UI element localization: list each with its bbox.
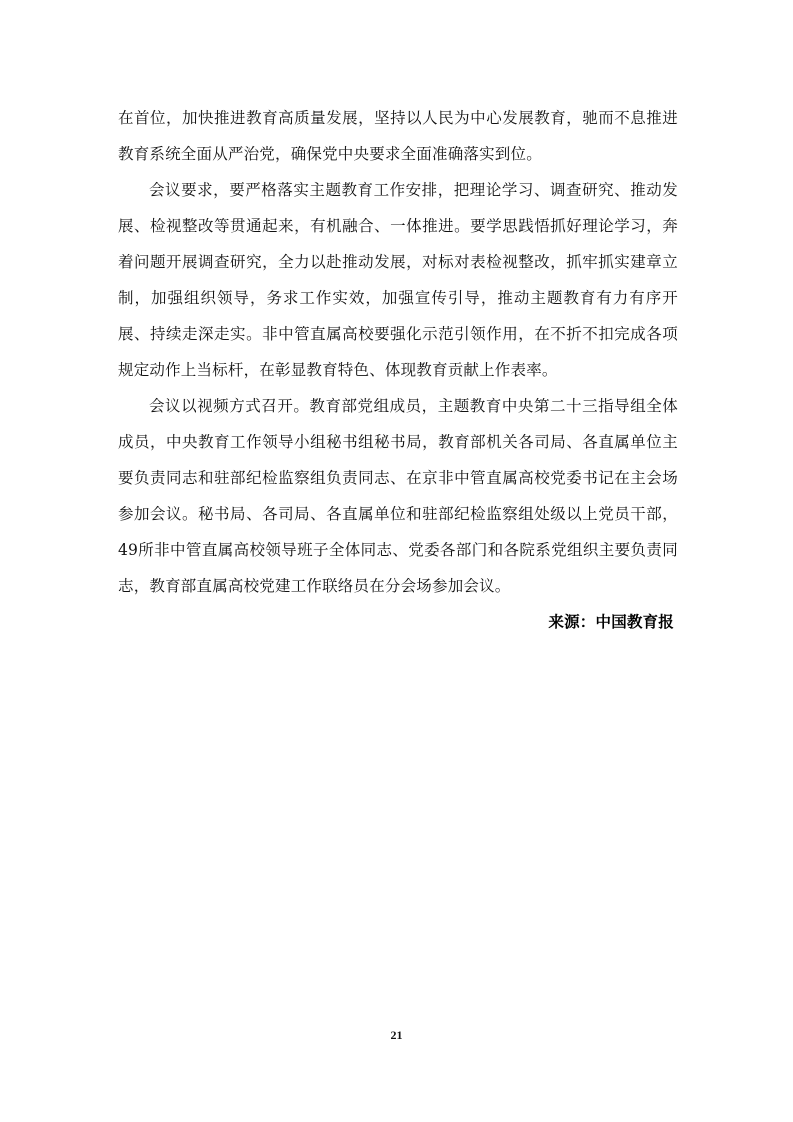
article-body — [118, 100, 678, 640]
source-attribution: 来源：中国教育报 — [548, 613, 674, 631]
page-number: 21 — [390, 1028, 403, 1042]
paragraph-meeting-requirements: 会议要求，要严格落实主题教育工作安排，把理论学习、调查研究、推动发展、检视整改等贯通起来，有机融合、一体推进。要学思践悟抓好理论学习，奔着问题开展调查研究，全力以赴推动发展，对标对表检视整改，抓牢抓实建章立制，加强组织领导，务求工作实效，加强宣传引导，推动主题教育有力有序开展、持续走深走实。非中管直属高校要强化示范引领作用，在不折不扣完成各项规定动作上当标杆，在彰显教育特色、体现教育贡献上作表率。 — [118, 181, 678, 379]
paragraph-continuation: 在首位，加快推进教育高质量发展，坚持以人民为中心发展教育，驰而不息推进教育系统全面从严治党，确保党中央要求全面准确落实到位。 — [118, 109, 678, 163]
paragraph-meeting-attendance: 会议以视频方式召开。教育部党组成员，主题教育中央第二十三指导组全体成员，中央教育工作领导小组秘书组秘书局，教育部机关各司局、各直属单位主要负责同志和驻部纪检监察组负责同志、在京非中管直属高校党委书记在主会场参加会议。秘书局、各司局、各直属单位和驻部纪检监察组处级以上党员干部，49所非中管直属高校领导班子全体同志、党委各部门和各院系党组织主要负责同志，教育部直属高校党建工作联络员在分会场参加会议。 — [118, 397, 678, 595]
